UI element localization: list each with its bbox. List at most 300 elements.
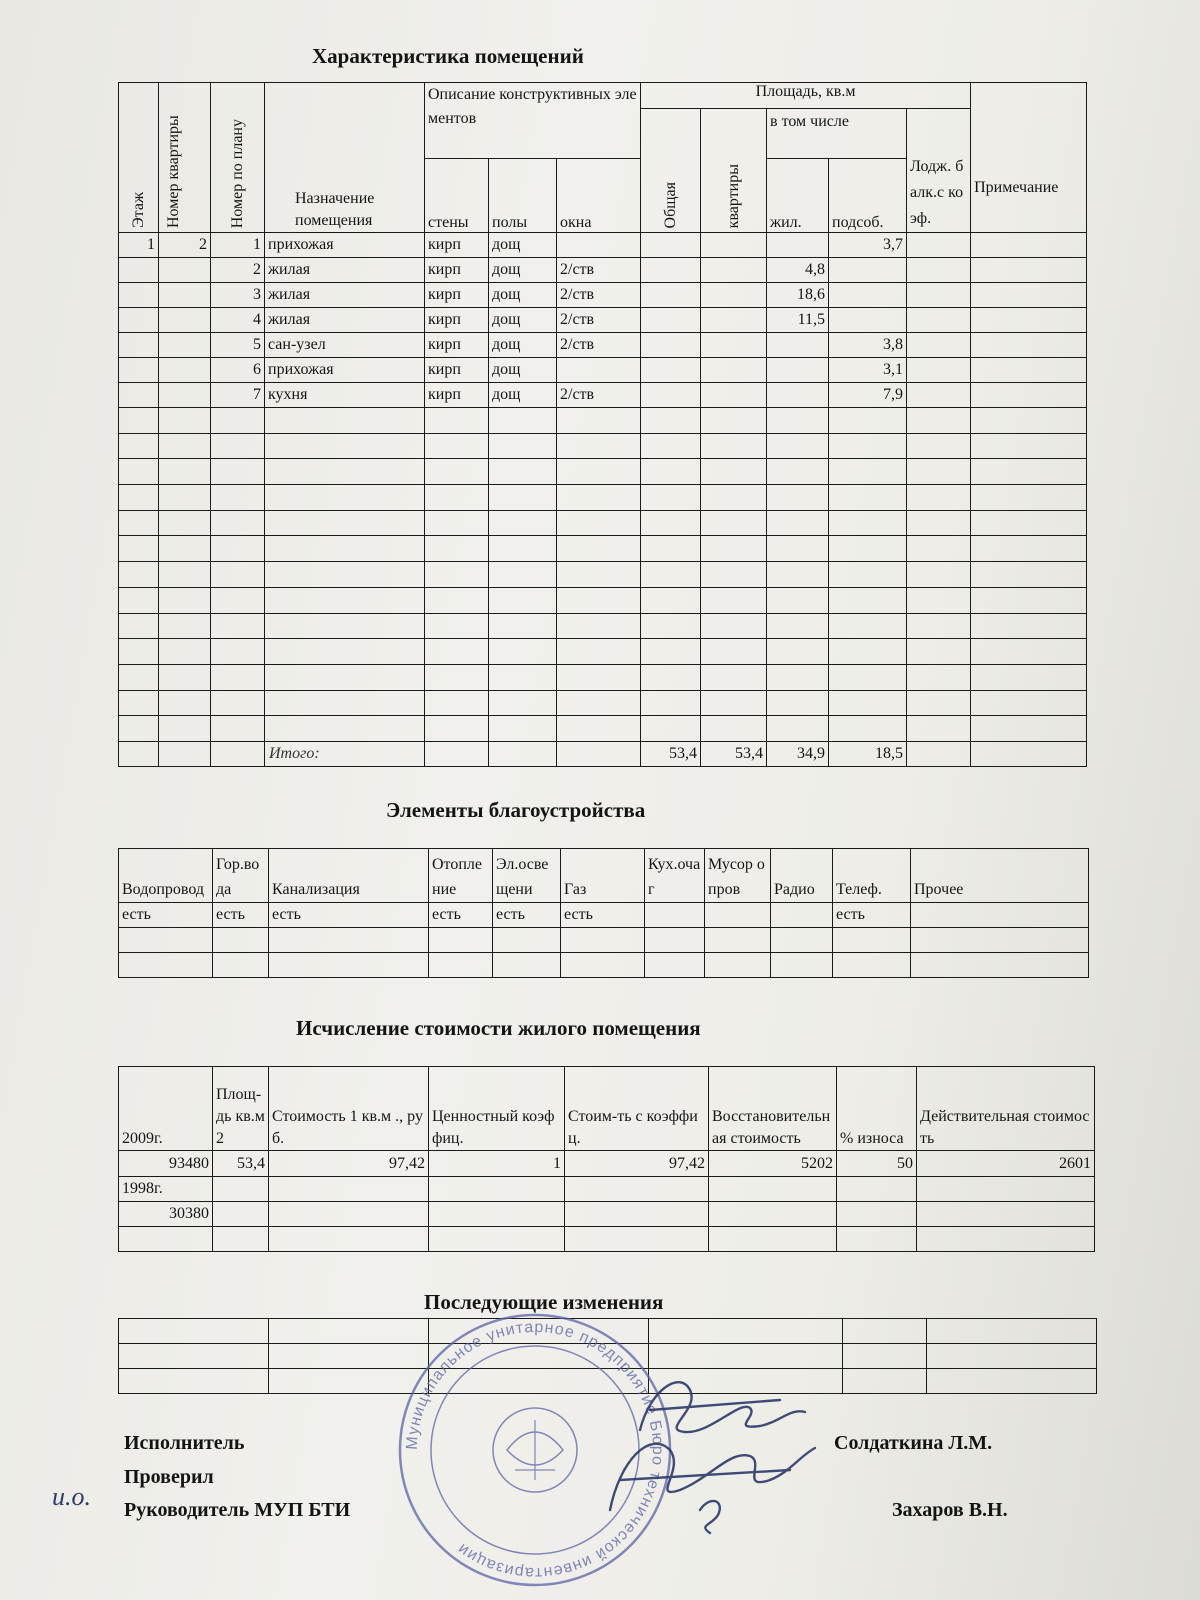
room-cell: 2 bbox=[211, 258, 265, 283]
room-empty-cell bbox=[211, 613, 265, 639]
amenity-value: есть bbox=[119, 903, 213, 928]
room-cell: 1 bbox=[211, 233, 265, 258]
amenities-table bbox=[118, 848, 1089, 978]
room-empty-cell bbox=[701, 408, 767, 434]
cost-header: Площ-дь кв.м2 bbox=[213, 1067, 269, 1151]
room-cell: 4,8 bbox=[767, 258, 829, 283]
room-empty-cell bbox=[489, 536, 557, 562]
room-cell bbox=[641, 358, 701, 383]
room-empty-cell bbox=[641, 510, 701, 536]
header-aux: подсоб. bbox=[829, 159, 907, 233]
room-empty-cell bbox=[159, 587, 211, 613]
room-empty-cell bbox=[971, 562, 1087, 588]
amenities-empty-row bbox=[119, 953, 1089, 978]
header-area: Площадь, кв.м bbox=[641, 83, 971, 109]
room-cell bbox=[119, 283, 159, 308]
room-empty-cell bbox=[557, 664, 641, 690]
room-cell bbox=[971, 283, 1087, 308]
room-cell: прихожая bbox=[265, 233, 425, 258]
room-cell bbox=[557, 358, 641, 383]
room-cell bbox=[119, 333, 159, 358]
room-empty-cell bbox=[557, 613, 641, 639]
room-cell bbox=[159, 358, 211, 383]
room-empty-cell bbox=[211, 485, 265, 511]
amenity-value: есть bbox=[833, 903, 911, 928]
cost-title: Исчисление стоимости жилого помещения bbox=[296, 1016, 701, 1040]
room-empty-cell bbox=[159, 408, 211, 434]
room-empty-row bbox=[119, 536, 1087, 562]
room-cell: дощ bbox=[489, 283, 557, 308]
room-empty-cell bbox=[159, 639, 211, 665]
room-empty-cell bbox=[211, 639, 265, 665]
room-empty-cell bbox=[829, 690, 907, 716]
room-empty-cell bbox=[489, 408, 557, 434]
room-empty-row bbox=[119, 562, 1087, 588]
room-cell bbox=[907, 283, 971, 308]
room-empty-cell bbox=[829, 408, 907, 434]
total-living: 34,9 bbox=[767, 741, 829, 766]
room-empty-cell bbox=[557, 716, 641, 742]
room-empty-row bbox=[119, 485, 1087, 511]
room-cell: 3,7 bbox=[829, 233, 907, 258]
amenity-value: есть bbox=[493, 903, 561, 928]
cost-value: 5202 bbox=[709, 1151, 837, 1177]
room-empty-cell bbox=[557, 639, 641, 665]
room-empty-cell bbox=[159, 485, 211, 511]
amenity-value: есть bbox=[561, 903, 645, 928]
room-cell: кухня bbox=[265, 383, 425, 408]
room-empty-cell bbox=[425, 716, 489, 742]
room-row bbox=[119, 333, 1087, 358]
room-empty-cell bbox=[641, 459, 701, 485]
room-empty-cell bbox=[425, 690, 489, 716]
room-cell bbox=[557, 233, 641, 258]
cost-header: % износа bbox=[837, 1067, 917, 1151]
room-cell bbox=[971, 308, 1087, 333]
cost-row-1998-value bbox=[119, 1202, 1095, 1227]
amenities-values-row bbox=[119, 903, 1089, 928]
room-empty-cell bbox=[907, 613, 971, 639]
rooms-total-row bbox=[119, 741, 1087, 766]
room-empty-cell bbox=[557, 408, 641, 434]
room-empty-cell bbox=[119, 510, 159, 536]
room-cell: кирп bbox=[425, 358, 489, 383]
room-empty-cell bbox=[425, 510, 489, 536]
room-empty-cell bbox=[489, 690, 557, 716]
room-empty-cell bbox=[971, 408, 1087, 434]
room-empty-cell bbox=[907, 639, 971, 665]
room-row bbox=[119, 358, 1087, 383]
room-empty-cell bbox=[265, 716, 425, 742]
amenity-header: Эл.освещени bbox=[493, 849, 561, 903]
room-empty-cell bbox=[971, 690, 1087, 716]
room-cell bbox=[971, 358, 1087, 383]
room-empty-cell bbox=[829, 562, 907, 588]
room-empty-cell bbox=[641, 536, 701, 562]
room-empty-cell bbox=[425, 613, 489, 639]
room-cell: дощ bbox=[489, 333, 557, 358]
amenity-value bbox=[645, 903, 705, 928]
header-total: Общая bbox=[641, 109, 701, 233]
room-empty-cell bbox=[119, 690, 159, 716]
room-empty-cell bbox=[211, 408, 265, 434]
total-aux: 18,5 bbox=[829, 741, 907, 766]
room-empty-cell bbox=[907, 690, 971, 716]
room-empty-cell bbox=[829, 485, 907, 511]
cost-header: Действительная стоимость bbox=[917, 1067, 1095, 1151]
room-cell bbox=[159, 258, 211, 283]
room-empty-cell bbox=[265, 510, 425, 536]
header-structure: Описание конструктивных элементов bbox=[425, 83, 641, 159]
room-empty-cell bbox=[767, 716, 829, 742]
room-cell bbox=[641, 258, 701, 283]
amenity-value: есть bbox=[269, 903, 429, 928]
room-row bbox=[119, 308, 1087, 333]
room-empty-cell bbox=[119, 716, 159, 742]
room-empty-cell bbox=[907, 536, 971, 562]
room-cell bbox=[829, 283, 907, 308]
room-cell bbox=[159, 333, 211, 358]
room-empty-cell bbox=[119, 562, 159, 588]
room-cell bbox=[701, 283, 767, 308]
room-empty-cell bbox=[971, 459, 1087, 485]
room-empty-cell bbox=[641, 690, 701, 716]
room-cell bbox=[971, 333, 1087, 358]
room-cell bbox=[641, 333, 701, 358]
room-empty-cell bbox=[425, 485, 489, 511]
room-cell bbox=[159, 283, 211, 308]
amenity-header: Водопровод bbox=[119, 849, 213, 903]
room-empty-cell bbox=[557, 562, 641, 588]
room-empty-cell bbox=[829, 613, 907, 639]
room-empty-cell bbox=[119, 639, 159, 665]
rooms-table bbox=[118, 82, 1087, 767]
room-row bbox=[119, 383, 1087, 408]
header-note: Примечание bbox=[971, 83, 1087, 233]
room-empty-cell bbox=[767, 485, 829, 511]
room-cell: 18,6 bbox=[767, 283, 829, 308]
room-cell bbox=[907, 258, 971, 283]
room-empty-cell bbox=[767, 510, 829, 536]
room-empty-cell bbox=[767, 433, 829, 459]
room-empty-cell bbox=[971, 587, 1087, 613]
room-empty-cell bbox=[119, 587, 159, 613]
cost-value: 50 bbox=[837, 1151, 917, 1177]
room-empty-cell bbox=[971, 510, 1087, 536]
room-empty-cell bbox=[119, 536, 159, 562]
room-empty-cell bbox=[971, 664, 1087, 690]
room-empty-cell bbox=[767, 408, 829, 434]
header-balcony: Лодж. балк.с коэф. bbox=[907, 109, 971, 233]
room-empty-cell bbox=[425, 536, 489, 562]
room-empty-cell bbox=[767, 562, 829, 588]
room-cell bbox=[641, 308, 701, 333]
checked-label: Проверил bbox=[124, 1466, 214, 1488]
cost-row-1998 bbox=[119, 1177, 1095, 1202]
room-cell: 2/ств bbox=[557, 333, 641, 358]
room-cell bbox=[119, 383, 159, 408]
room-empty-cell bbox=[907, 716, 971, 742]
room-empty-cell bbox=[489, 664, 557, 690]
head-name: Захаров В.Н. bbox=[892, 1499, 1008, 1521]
room-empty-cell bbox=[265, 433, 425, 459]
amenity-header: Гор.вода bbox=[213, 849, 269, 903]
cost-header: Восстановительная стоимость bbox=[709, 1067, 837, 1151]
room-cell: 2/ств bbox=[557, 308, 641, 333]
header-flats: квартиры bbox=[701, 109, 767, 233]
room-empty-cell bbox=[641, 433, 701, 459]
room-empty-cell bbox=[641, 664, 701, 690]
room-empty-cell bbox=[211, 562, 265, 588]
room-empty-row bbox=[119, 510, 1087, 536]
room-empty-cell bbox=[907, 408, 971, 434]
room-cell: дощ bbox=[489, 308, 557, 333]
header-purpose: Назначение помещения bbox=[265, 83, 425, 233]
room-cell bbox=[159, 308, 211, 333]
room-empty-cell bbox=[701, 562, 767, 588]
room-cell: кирп bbox=[425, 333, 489, 358]
room-empty-cell bbox=[557, 485, 641, 511]
room-cell bbox=[701, 308, 767, 333]
room-empty-cell bbox=[265, 485, 425, 511]
room-cell bbox=[701, 358, 767, 383]
room-empty-cell bbox=[907, 562, 971, 588]
room-cell: кирп bbox=[425, 233, 489, 258]
room-empty-cell bbox=[211, 510, 265, 536]
handwritten-acting-note: и.о. bbox=[52, 1482, 91, 1511]
room-empty-cell bbox=[971, 433, 1087, 459]
room-empty-cell bbox=[159, 613, 211, 639]
room-cell bbox=[119, 258, 159, 283]
room-empty-cell bbox=[829, 459, 907, 485]
room-cell bbox=[119, 308, 159, 333]
room-empty-row bbox=[119, 433, 1087, 459]
room-cell: 7 bbox=[211, 383, 265, 408]
room-cell bbox=[907, 233, 971, 258]
room-empty-cell bbox=[701, 587, 767, 613]
room-empty-cell bbox=[829, 536, 907, 562]
amenity-value bbox=[771, 903, 833, 928]
room-empty-cell bbox=[211, 536, 265, 562]
header-apartment: Номер квартиры bbox=[159, 83, 211, 233]
room-empty-cell bbox=[211, 690, 265, 716]
room-empty-cell bbox=[767, 664, 829, 690]
room-empty-cell bbox=[159, 459, 211, 485]
room-empty-cell bbox=[119, 459, 159, 485]
executor-name: Солдаткина Л.М. bbox=[834, 1432, 993, 1454]
head-label: Руководитель МУП БТИ bbox=[124, 1499, 351, 1521]
amenity-header: Газ bbox=[561, 849, 645, 903]
room-empty-row bbox=[119, 716, 1087, 742]
room-empty-cell bbox=[767, 690, 829, 716]
header-floors: полы bbox=[489, 159, 557, 233]
room-cell bbox=[907, 333, 971, 358]
room-empty-cell bbox=[829, 664, 907, 690]
cost-1998-value: 30380 bbox=[119, 1202, 213, 1227]
room-empty-cell bbox=[159, 562, 211, 588]
room-cell: кирп bbox=[425, 258, 489, 283]
room-cell bbox=[641, 283, 701, 308]
total-label: Итого: bbox=[265, 741, 425, 766]
room-empty-cell bbox=[701, 433, 767, 459]
room-cell: 3 bbox=[211, 283, 265, 308]
room-empty-cell bbox=[425, 433, 489, 459]
room-empty-cell bbox=[425, 562, 489, 588]
room-cell bbox=[971, 383, 1087, 408]
amenity-header: Канализация bbox=[269, 849, 429, 903]
room-cell: 7,9 bbox=[829, 383, 907, 408]
room-empty-cell bbox=[557, 510, 641, 536]
room-cell: дощ bbox=[489, 233, 557, 258]
room-empty-cell bbox=[489, 485, 557, 511]
amenity-header: Отопление bbox=[429, 849, 493, 903]
cost-value: 93480 bbox=[119, 1151, 213, 1177]
room-empty-cell bbox=[767, 587, 829, 613]
room-empty-cell bbox=[641, 613, 701, 639]
cost-row-2009 bbox=[119, 1151, 1095, 1177]
room-empty-row bbox=[119, 408, 1087, 434]
room-empty-cell bbox=[829, 716, 907, 742]
room-empty-cell bbox=[489, 639, 557, 665]
room-cell: прихожая bbox=[265, 358, 425, 383]
room-empty-cell bbox=[829, 433, 907, 459]
room-empty-cell bbox=[489, 613, 557, 639]
room-empty-row bbox=[119, 664, 1087, 690]
room-empty-cell bbox=[265, 562, 425, 588]
room-cell bbox=[907, 308, 971, 333]
room-empty-cell bbox=[701, 459, 767, 485]
room-empty-cell bbox=[641, 639, 701, 665]
room-empty-cell bbox=[159, 433, 211, 459]
room-cell: кирп bbox=[425, 383, 489, 408]
room-empty-cell bbox=[701, 690, 767, 716]
cost-value: 53,4 bbox=[213, 1151, 269, 1177]
amenities-title: Элементы благоустройства bbox=[386, 798, 646, 822]
room-cell bbox=[829, 258, 907, 283]
room-empty-cell bbox=[425, 664, 489, 690]
room-empty-cell bbox=[701, 664, 767, 690]
room-empty-cell bbox=[211, 459, 265, 485]
room-cell bbox=[641, 233, 701, 258]
room-empty-cell bbox=[265, 459, 425, 485]
room-cell bbox=[119, 358, 159, 383]
room-empty-row bbox=[119, 587, 1087, 613]
room-cell: дощ bbox=[489, 358, 557, 383]
room-empty-cell bbox=[557, 536, 641, 562]
room-empty-cell bbox=[767, 613, 829, 639]
room-cell bbox=[701, 258, 767, 283]
room-cell: сан-узел bbox=[265, 333, 425, 358]
room-empty-cell bbox=[119, 485, 159, 511]
changes-title: Последующие изменения bbox=[424, 1290, 664, 1314]
room-cell: жилая bbox=[265, 258, 425, 283]
room-cell: 5 bbox=[211, 333, 265, 358]
room-empty-cell bbox=[425, 408, 489, 434]
room-empty-cell bbox=[641, 485, 701, 511]
room-cell bbox=[701, 333, 767, 358]
room-cell: кирп bbox=[425, 283, 489, 308]
cost-table bbox=[118, 1066, 1095, 1252]
room-empty-cell bbox=[159, 716, 211, 742]
header-plan-no: Номер по плану bbox=[211, 83, 265, 233]
room-empty-cell bbox=[701, 716, 767, 742]
room-empty-cell bbox=[907, 587, 971, 613]
room-cell bbox=[829, 308, 907, 333]
room-empty-cell bbox=[119, 408, 159, 434]
amenity-header: Прочее bbox=[911, 849, 1089, 903]
room-empty-cell bbox=[425, 639, 489, 665]
amenity-header: Мусор опров bbox=[705, 849, 771, 903]
room-cell: дощ bbox=[489, 258, 557, 283]
room-empty-cell bbox=[265, 613, 425, 639]
amenity-header: Телеф. bbox=[833, 849, 911, 903]
cost-empty-row bbox=[119, 1227, 1095, 1252]
room-empty-cell bbox=[265, 408, 425, 434]
room-empty-cell bbox=[265, 536, 425, 562]
room-empty-cell bbox=[489, 510, 557, 536]
room-empty-cell bbox=[159, 536, 211, 562]
stamp-text: Муниципальное унитарное предприятие Бюро технической инвентаризации bbox=[403, 1318, 667, 1582]
cost-header: Стоимость 1 кв.м ., руб. bbox=[269, 1067, 429, 1151]
room-empty-cell bbox=[489, 459, 557, 485]
room-cell bbox=[641, 383, 701, 408]
room-row bbox=[119, 258, 1087, 283]
room-empty-row bbox=[119, 639, 1087, 665]
room-cell: 2/ств bbox=[557, 258, 641, 283]
room-cell bbox=[907, 358, 971, 383]
room-empty-cell bbox=[907, 664, 971, 690]
room-empty-cell bbox=[489, 587, 557, 613]
header-windows: окна bbox=[557, 159, 641, 233]
cost-value: 97,42 bbox=[269, 1151, 429, 1177]
room-empty-cell bbox=[907, 459, 971, 485]
room-empty-cell bbox=[119, 664, 159, 690]
room-empty-cell bbox=[119, 613, 159, 639]
rooms-title: Характеристика помещений bbox=[312, 44, 584, 68]
room-empty-cell bbox=[211, 716, 265, 742]
amenity-header: Радио bbox=[771, 849, 833, 903]
cost-header-row bbox=[119, 1067, 1095, 1151]
room-empty-cell bbox=[557, 459, 641, 485]
room-empty-cell bbox=[907, 433, 971, 459]
room-empty-cell bbox=[907, 510, 971, 536]
room-empty-cell bbox=[211, 433, 265, 459]
room-cell: жилая bbox=[265, 308, 425, 333]
amenity-value: есть bbox=[213, 903, 269, 928]
header-living: жил. bbox=[767, 159, 829, 233]
room-empty-cell bbox=[971, 639, 1087, 665]
room-cell: 4 bbox=[211, 308, 265, 333]
room-empty-cell bbox=[641, 716, 701, 742]
room-cell bbox=[767, 333, 829, 358]
cost-value: 2601 bbox=[917, 1151, 1095, 1177]
room-cell: 6 bbox=[211, 358, 265, 383]
room-empty-cell bbox=[211, 587, 265, 613]
room-empty-cell bbox=[265, 690, 425, 716]
room-empty-cell bbox=[159, 510, 211, 536]
cost-header: Стоим-ть с коэффиц. bbox=[565, 1067, 709, 1151]
room-empty-cell bbox=[159, 690, 211, 716]
room-cell: 2/ств bbox=[557, 283, 641, 308]
room-row bbox=[119, 283, 1087, 308]
room-empty-cell bbox=[767, 459, 829, 485]
room-cell: 1 bbox=[119, 233, 159, 258]
room-empty-cell bbox=[425, 587, 489, 613]
room-empty-cell bbox=[557, 433, 641, 459]
room-empty-cell bbox=[557, 587, 641, 613]
room-empty-cell bbox=[119, 433, 159, 459]
room-empty-cell bbox=[265, 664, 425, 690]
